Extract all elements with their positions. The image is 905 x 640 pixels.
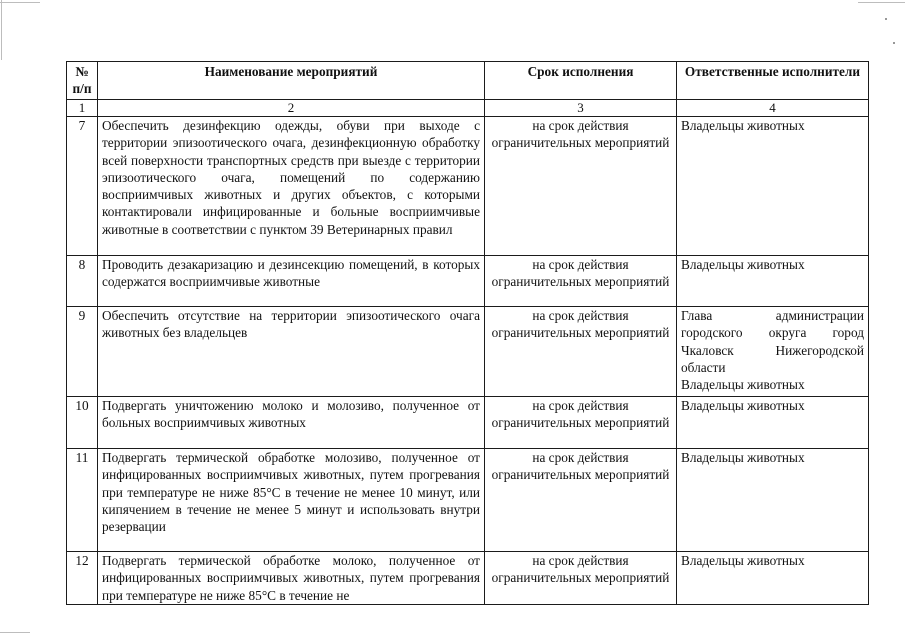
measure-name: Подвергать термической обработке молоко, полученное от инфицированных восприимчивых животных, путем прогревания при температуре не ниже 85°С в течение не [98, 552, 485, 605]
row-number: 8 [67, 256, 98, 307]
table-row [67, 552, 869, 605]
measure-deadline: на срок действия ограничительных мероприятий [485, 449, 677, 552]
header-responsible: Ответственные исполнители [677, 62, 869, 100]
measure-responsible [677, 552, 869, 605]
header-deadline: Срок исполнения [485, 62, 677, 100]
column-number: 3 [485, 100, 677, 117]
header-name: Наименование мероприятий [98, 62, 485, 100]
row-number: 11 [67, 449, 98, 552]
table-row [67, 449, 869, 552]
column-numbers-row [67, 100, 869, 117]
responsible-line: Владельцы животных [681, 450, 805, 465]
responsible-line: Владельцы животных [681, 553, 805, 568]
scan-edge-top-left [0, 2, 40, 3]
column-number: 2 [98, 100, 485, 117]
scan-speck [893, 42, 895, 44]
responsible-line: Владельцы животных [681, 257, 805, 272]
header-row [67, 62, 869, 100]
measure-name: Подвергать термической обработке молозиво, полученное от инфицированных восприимчивых животных, путем прогревания при температуре не ниже 85°С в течение не менее 10 минут, или кипячением в течение не менее 5 минут и использовать внутри резервации [98, 449, 485, 552]
measure-deadline: на срок действия ограничительных мероприятий [485, 307, 677, 397]
measure-name: Проводить дезакаризацию и дезинсекцию помещений, в которых содержатся восприимчивые животные [98, 256, 485, 307]
measure-deadline: на срок действия ограничительных мероприятий [485, 256, 677, 307]
measure-name: Обеспечить отсутствие на территории эпизоотического очага животных без владельцев [98, 307, 485, 397]
measures-table [66, 61, 869, 605]
measure-name: Обеспечить дезинфекцию одежды, обуви при выходе с территории эпизоотического очага, дезинфекционную обработку всей поверхности транспортных средств при выезде с территории эпизоотического очага, помещений по содержанию восприимчивых животных и других объектов, с которыми контактировали инфицированные и больные восприимчивые животные в соответствии с пунктом 39 Ветеринарных правил [98, 117, 485, 256]
measure-responsible [677, 449, 869, 552]
table-row [67, 307, 869, 397]
row-number: 12 [67, 552, 98, 605]
column-number: 1 [67, 100, 98, 117]
scan-edge-top-right [858, 2, 905, 3]
row-number: 7 [67, 117, 98, 256]
table-row [67, 256, 869, 307]
responsible-line: Владельцы животных [681, 118, 805, 133]
scan-edge-left [1, 0, 2, 60]
measure-deadline: на срок действия ограничительных мероприятий [485, 117, 677, 256]
row-number: 10 [67, 397, 98, 449]
measure-responsible [677, 117, 869, 256]
responsible-line: Владельцы животных [681, 398, 805, 413]
header-no: № п/п [67, 62, 98, 100]
row-number: 9 [67, 307, 98, 397]
measure-responsible [677, 256, 869, 307]
measure-name: Подвергать уничтожению молоко и молозиво, полученное от больных восприимчивых животных [98, 397, 485, 449]
responsible-line: Глава администрации городского округа город Чкаловск Нижегородской области [681, 308, 864, 375]
scan-speck [885, 18, 887, 20]
scan-edge-bottom-left [0, 632, 30, 633]
measure-responsible [677, 307, 869, 397]
column-number: 4 [677, 100, 869, 117]
responsible-line: Владельцы животных [681, 377, 805, 393]
measure-deadline: на срок действия ограничительных мероприятий [485, 397, 677, 449]
measure-deadline: на срок действия ограничительных мероприятий [485, 552, 677, 605]
table-row [67, 397, 869, 449]
measure-responsible [677, 397, 869, 449]
table-row [67, 117, 869, 256]
